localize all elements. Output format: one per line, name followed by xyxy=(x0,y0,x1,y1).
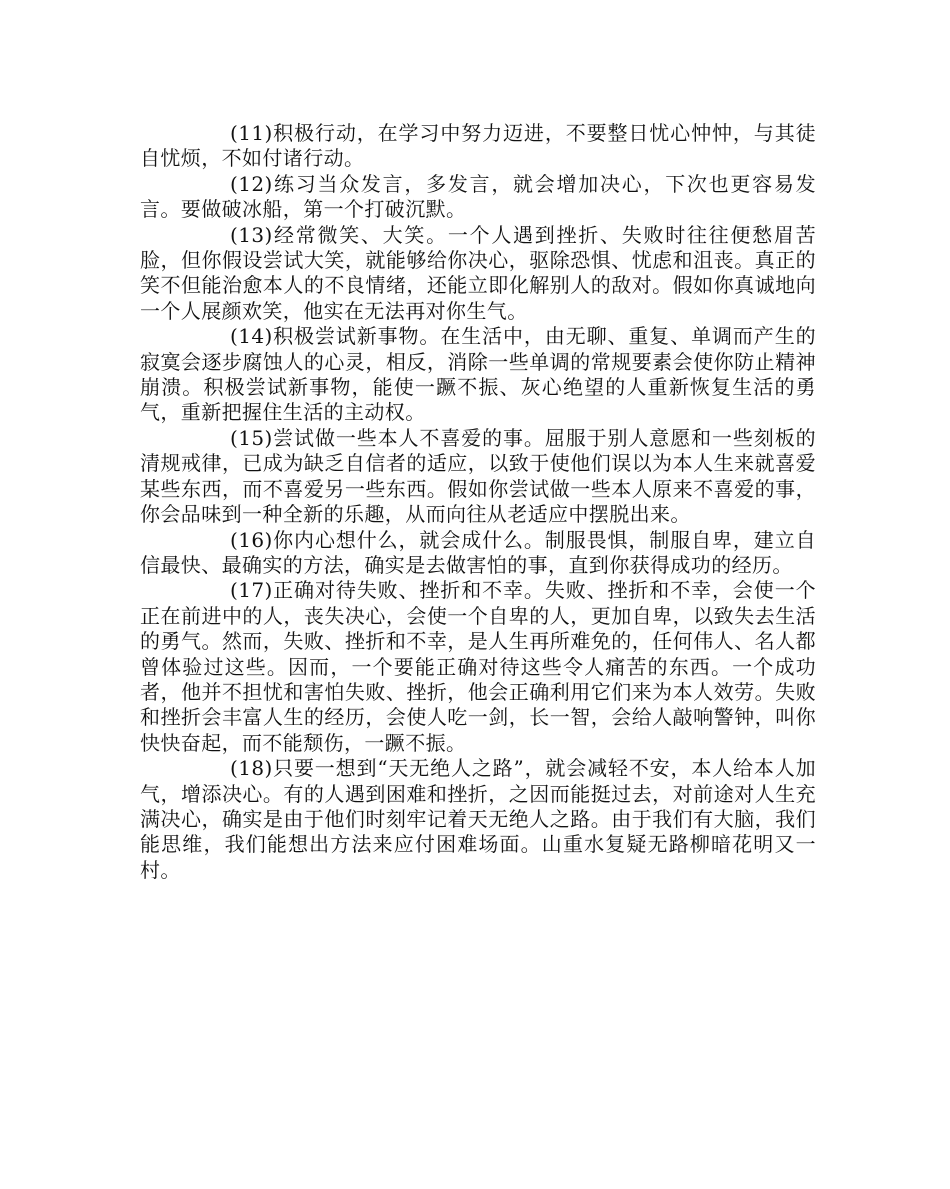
document-body xyxy=(140,121,816,883)
paragraph-17: (17)正确对待失败、挫折和不幸。失败、挫折和不幸，会使一个正在前进中的人，丧失决心，会使一个自卑的人，更加自卑，以致失去生活的勇气。然而，失败、挫折和不幸，是人生再所难免的，任何伟人、名人都曾体验过这些。因而，一个要能正确对待这些令人痛苦的东西。一个成功者，他并不担忧和害怕失败、挫折，他会正确利用它们来为本人效劳。失败和挫折会丰富人生的经历，会使人吃一剑，长一智，会给人敲响警钟，叫你快快奋起，而不能颓伤，一蹶不振。 xyxy=(140,578,816,755)
paragraph-15: (15)尝试做一些本人不喜爱的事。屈服于别人意愿和一些刻板的清规戒律，已成为缺乏自信者的适应，以致于使他们误以为本人生来就喜爱某些东西，而不喜爱另一些东西。假如你尝试做一些本人原来不喜爱的事，你会品味到一种全新的乐趣，从而向往从老适应中摆脱出来。 xyxy=(140,425,816,527)
paragraph-12: (12)练习当众发言，多发言，就会增加决心，下次也更容易发言。要做破冰船，第一个打破沉默。 xyxy=(140,171,816,222)
paragraph-13: (13)经常微笑、大笑。一个人遇到挫折、失败时往往便愁眉苦脸，但你假设尝试大笑，就能够给你决心，驱除恐惧、忧虑和沮丧。真正的笑不但能治愈本人的不良情绪，还能立即化解别人的敌对。假如你真诚地向一个人展颜欢笑，他实在无法再对你生气。 xyxy=(140,222,816,323)
paragraph-11: (11)积极行动，在学习中努力迈进，不要整日忧心忡忡，与其徒自忧烦，不如付诸行动。 xyxy=(140,121,816,171)
paragraph-14: (14)积极尝试新事物。在生活中，由无聊、重复、单调而产生的寂寞会逐步腐蚀人的心灵，相反，消除一些单调的常规要素会使你防止精神崩溃。积极尝试新事物，能使一蹶不振、灰心绝望的人重新恢复生活的勇气，重新把握住生活的主动权。 xyxy=(140,324,816,425)
paragraph-16: (16)你内心想什么，就会成什么。制服畏惧，制服自卑，建立自信最快、最确实的方法，确实是去做害怕的事，直到你获得成功的经历。 xyxy=(140,527,816,577)
paragraph-18: (18)只要一想到“天无绝人之路”，就会减轻不安，本人给本人加气，增添决心。有的人遇到困难和挫折，之因而能挺过去，对前途对人生充满决心，确实是由于他们时刻牢记着天无绝人之路。由于我们有大脑，我们能思维，我们能想出方法来应付困难场面。山重水复疑无路柳暗花明又一村。 xyxy=(140,756,816,882)
